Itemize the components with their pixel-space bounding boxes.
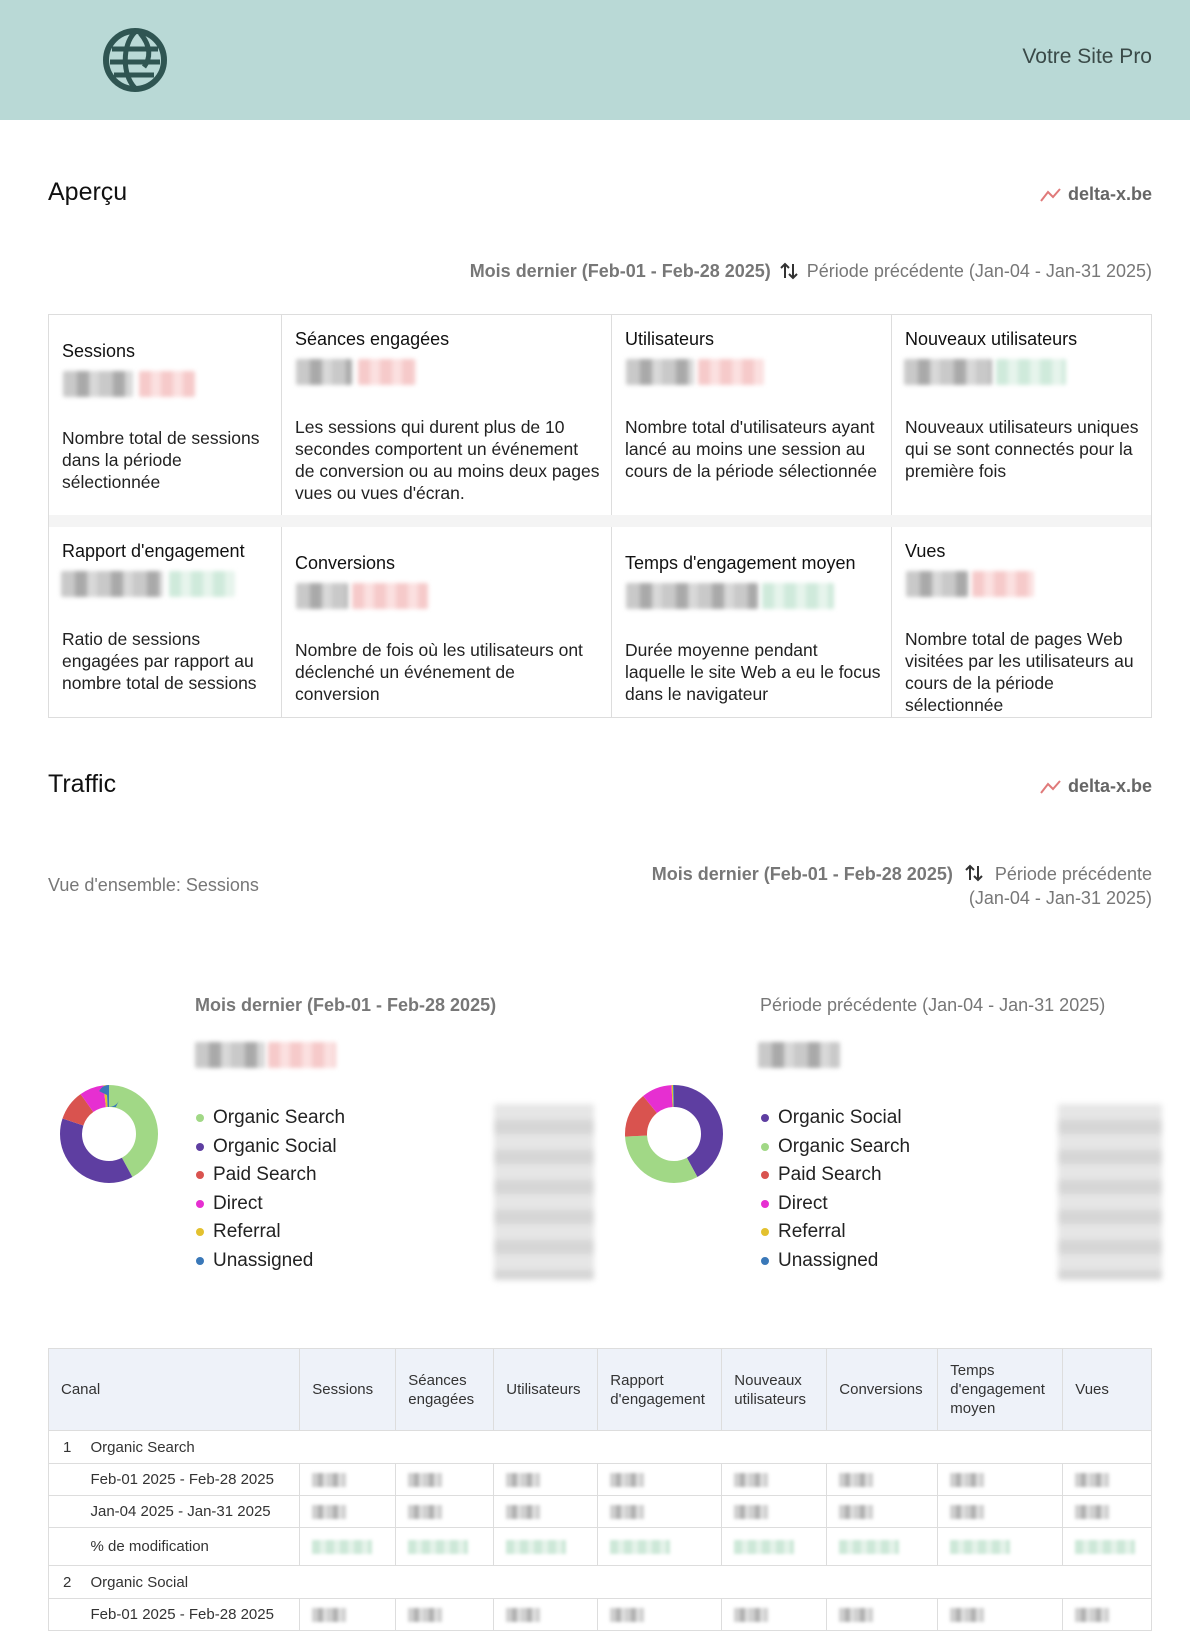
brand-apercu (1040, 184, 1152, 205)
panel-total (195, 1042, 265, 1068)
kpi-delta (762, 583, 834, 609)
table-cell (494, 1496, 598, 1528)
apercu-period (470, 260, 1152, 282)
redacted-value (408, 1505, 442, 1519)
redacted-value (610, 1540, 670, 1554)
row-label: Jan-04 2025 - Jan-31 2025 (79, 1496, 300, 1528)
redacted-value (312, 1473, 346, 1487)
delta-chart-icon (1040, 187, 1062, 203)
kpi-title: Utilisateurs (625, 329, 715, 349)
kpi-grid (48, 314, 1152, 718)
table-cell (938, 1599, 1063, 1631)
redacted-value (1075, 1608, 1109, 1622)
redacted-value (839, 1608, 873, 1622)
brand-traffic (1040, 776, 1152, 797)
row-indent (49, 1528, 79, 1566)
table-cell (598, 1496, 722, 1528)
legend-item (196, 1161, 345, 1190)
redacted-value (408, 1540, 468, 1554)
channel-table (48, 1348, 1152, 1631)
legend-dot (196, 1143, 204, 1151)
donut-chart-previous (624, 1084, 724, 1184)
col-new-users: Nouveaux utilisateurs (722, 1349, 827, 1431)
legend-item (761, 1104, 910, 1133)
table-cell (396, 1599, 494, 1631)
legend-dot (196, 1171, 204, 1179)
kpi-desc: Nouveaux utilisateurs uniques qui se sont connectés pour la première fois (905, 417, 1139, 481)
table-cell (300, 1464, 396, 1496)
kpi-delta (139, 371, 195, 397)
legend-item (761, 1218, 910, 1247)
row-number: 2 (49, 1566, 79, 1599)
table-cell (722, 1496, 827, 1528)
channel-name: Organic Search (79, 1431, 1152, 1464)
kpi-title: Conversions (295, 553, 396, 573)
table-cell (300, 1599, 396, 1631)
kpi-sessions (49, 315, 282, 515)
col-engagement-rate: Rapport d'engagement (598, 1349, 722, 1431)
kpi-delta (996, 359, 1066, 385)
redacted-value (610, 1473, 644, 1487)
kpi-delta (358, 359, 416, 385)
legend-item (761, 1247, 910, 1276)
table-cell (598, 1464, 722, 1496)
redacted-value (506, 1608, 540, 1622)
brand-name: delta-x.be (1067, 776, 1152, 796)
redacted-value (839, 1540, 899, 1554)
table-cell (827, 1496, 938, 1528)
kpi-value (296, 359, 352, 385)
kpi-title: Rapport d'engagement (62, 541, 245, 561)
redacted-value (408, 1473, 442, 1487)
legend-item (196, 1247, 345, 1276)
left-panel-title: Mois dernier (Feb-01 - Feb-28 2025) (195, 995, 497, 1015)
col-conversions: Conversions (827, 1349, 938, 1431)
kpi-title: Séances engagées (295, 329, 450, 349)
row-number: 1 (49, 1431, 79, 1464)
legend-label: Organic Social (778, 1107, 902, 1129)
row-label: Feb-01 2025 - Feb-28 2025 (79, 1599, 300, 1631)
kpi-new-users (892, 315, 1151, 515)
legend-label: Paid Search (213, 1164, 317, 1186)
redacted-value (734, 1608, 768, 1622)
table-cell (1063, 1496, 1152, 1528)
kpi-value (626, 359, 694, 385)
table-cell (396, 1496, 494, 1528)
table-cell (396, 1464, 494, 1496)
table-row (49, 1528, 1152, 1566)
legend-dot (761, 1228, 769, 1236)
kpi-desc: Nombre de fois où les utilisateurs ont déclenché un événement de conversion (295, 640, 583, 704)
redacted-value (610, 1505, 644, 1519)
redacted-value (1075, 1540, 1135, 1554)
kpi-delta (972, 571, 1034, 597)
redacted-value (1075, 1473, 1109, 1487)
redacted-value (839, 1473, 873, 1487)
right-panel-title: Période précédente (Jan-04 - Jan-31 2025) (760, 995, 1106, 1015)
redacted-value (950, 1473, 984, 1487)
panel-total (758, 1042, 840, 1068)
kpi-value (61, 571, 163, 597)
legend-label: Referral (778, 1221, 846, 1243)
kpi-delta (169, 571, 235, 597)
kpi-desc: Durée moyenne pendant laquelle le site Web a eu le focus dans le navigateur (625, 640, 881, 704)
panel-values-previous (1058, 1104, 1162, 1280)
legend-dot (761, 1257, 769, 1265)
table-cell (722, 1599, 827, 1631)
brand-name: delta-x.be (1067, 184, 1152, 204)
site-name: Votre Site Pro (1022, 45, 1152, 68)
table-cell (494, 1464, 598, 1496)
redacted-value (506, 1540, 566, 1554)
delta-chart-icon (1040, 779, 1062, 795)
legend-label: Organic Search (213, 1107, 346, 1129)
kpi-engaged-sessions (282, 315, 612, 515)
kpi-value (63, 371, 133, 397)
legend-item (196, 1104, 345, 1133)
legend-dot (761, 1114, 769, 1122)
row-label: % de modification (79, 1528, 300, 1566)
panel-delta (268, 1042, 336, 1068)
table-cell (938, 1464, 1063, 1496)
overview-label: Vue d'ensemble: Sessions (48, 875, 259, 895)
table-cell (722, 1528, 827, 1566)
kpi-engagement-rate (49, 527, 282, 717)
table-row (49, 1566, 1152, 1599)
table-cell (827, 1599, 938, 1631)
legend-item (761, 1133, 910, 1162)
table-row (49, 1464, 1152, 1496)
kpi-users (612, 315, 892, 515)
kpi-desc: Ratio de sessions engagées par rapport au nombre total de sessions (62, 629, 257, 693)
globe-icon (100, 25, 170, 95)
kpi-title: Sessions (62, 341, 136, 361)
redacted-value (312, 1540, 372, 1554)
table-row (49, 1599, 1152, 1631)
table-cell (598, 1528, 722, 1566)
kpi-row (49, 315, 1151, 515)
period-previous: Période précédente (994, 864, 1152, 884)
kpi-delta (352, 583, 428, 609)
redacted-value (734, 1505, 768, 1519)
kpi-desc: Nombre total de pages Web visitées par les utilisateurs au cours de la période sélectionnée (905, 629, 1134, 715)
legend-item (761, 1190, 910, 1219)
redacted-value (734, 1473, 768, 1487)
table-cell (494, 1599, 598, 1631)
redacted-value (950, 1505, 984, 1519)
kpi-title: Vues (905, 541, 946, 561)
legend-item (196, 1190, 345, 1219)
table-cell (598, 1599, 722, 1631)
donut-chart-current (59, 1084, 159, 1184)
period-current: Mois dernier (Feb-01 - Feb-28 2025) (651, 864, 953, 884)
redacted-value (734, 1540, 794, 1554)
redacted-value (312, 1608, 346, 1622)
legend-label: Direct (213, 1192, 263, 1214)
period-current: Mois dernier (Feb-01 - Feb-28 2025) (469, 260, 771, 281)
legend-label: Unassigned (778, 1249, 879, 1271)
kpi-value (904, 359, 992, 385)
table-cell (494, 1528, 598, 1566)
redacted-value (610, 1608, 644, 1622)
report-header (0, 0, 1190, 120)
legend-dot (196, 1114, 204, 1122)
redacted-value (1075, 1505, 1109, 1519)
table-cell (722, 1464, 827, 1496)
row-indent (49, 1464, 79, 1496)
col-views: Vues (1063, 1349, 1152, 1431)
kpi-title: Nouveaux utilisateurs (905, 329, 1078, 349)
legend-item (196, 1218, 345, 1247)
col-canal: Canal (49, 1349, 300, 1431)
col-sessions: Sessions (300, 1349, 396, 1431)
table-row (49, 1431, 1152, 1464)
kpi-desc: Nombre total de sessions dans la période sélectionnée (62, 428, 260, 492)
kpi-value (296, 583, 348, 609)
col-engaged: Séances engagées (396, 1349, 494, 1431)
legend-label: Direct (778, 1192, 828, 1214)
legend-label: Unassigned (213, 1249, 314, 1271)
table-cell (827, 1464, 938, 1496)
row-label: Feb-01 2025 - Feb-28 2025 (79, 1464, 300, 1496)
redacted-value (312, 1505, 346, 1519)
table-cell (938, 1528, 1063, 1566)
period-previous: Période précédente (Jan-04 - Jan-31 2025) (806, 260, 1152, 281)
col-users: Utilisateurs (494, 1349, 598, 1431)
legend-item (761, 1161, 910, 1190)
kpi-value (906, 571, 968, 597)
panel-values-current (494, 1104, 594, 1280)
col-avg-time: Temps d'engagement moyen (938, 1349, 1063, 1431)
legend-dot (196, 1200, 204, 1208)
legend-dot (761, 1143, 769, 1151)
swap-arrows-icon (964, 862, 984, 884)
kpi-delta (698, 359, 764, 385)
redacted-value (950, 1608, 984, 1622)
row-indent (49, 1496, 79, 1528)
legend-item (196, 1133, 345, 1162)
legend-previous (761, 1104, 910, 1275)
legend-label: Organic Social (213, 1135, 337, 1157)
table-cell (827, 1528, 938, 1566)
row-indent (49, 1599, 79, 1631)
legend-dot (761, 1200, 769, 1208)
traffic-period (632, 862, 1152, 910)
traffic-title: Traffic (48, 770, 117, 798)
legend-label: Organic Search (778, 1135, 911, 1157)
table-row (49, 1496, 1152, 1528)
table-cell (1063, 1528, 1152, 1566)
kpi-value (626, 583, 758, 609)
kpi-row (49, 515, 1151, 717)
legend-dot (196, 1257, 204, 1265)
redacted-value (506, 1473, 540, 1487)
redacted-value (950, 1540, 1010, 1554)
kpi-conversions (282, 527, 612, 717)
swap-arrows-icon (779, 260, 799, 282)
redacted-value (506, 1505, 540, 1519)
table-cell (938, 1496, 1063, 1528)
table-cell (300, 1528, 396, 1566)
kpi-desc: Les sessions qui durent plus de 10 secondes comportent un événement de conversion ou au moins deux pages vues ou vues d'écran. (295, 417, 600, 503)
apercu-title: Aperçu (48, 178, 128, 206)
table-cell (1063, 1464, 1152, 1496)
period-previous-dates: (Jan-04 - Jan-31 2025) (968, 888, 1152, 908)
table-header-row (49, 1349, 1152, 1431)
kpi-views (892, 527, 1151, 717)
redacted-value (408, 1608, 442, 1622)
legend-dot (196, 1228, 204, 1236)
redacted-value (839, 1505, 873, 1519)
legend-current (196, 1104, 345, 1275)
table-body (49, 1431, 1152, 1631)
legend-label: Paid Search (778, 1164, 882, 1186)
table-cell (396, 1528, 494, 1566)
channel-name: Organic Social (79, 1566, 1152, 1599)
legend-dot (761, 1171, 769, 1179)
legend-label: Referral (213, 1221, 281, 1243)
table-cell (1063, 1599, 1152, 1631)
kpi-desc: Nombre total d'utilisateurs ayant lancé au moins une session au cours de la période sélectionnée (625, 417, 877, 481)
kpi-avg-engagement-time (612, 527, 892, 717)
table-cell (300, 1496, 396, 1528)
kpi-title: Temps d'engagement moyen (625, 553, 856, 573)
